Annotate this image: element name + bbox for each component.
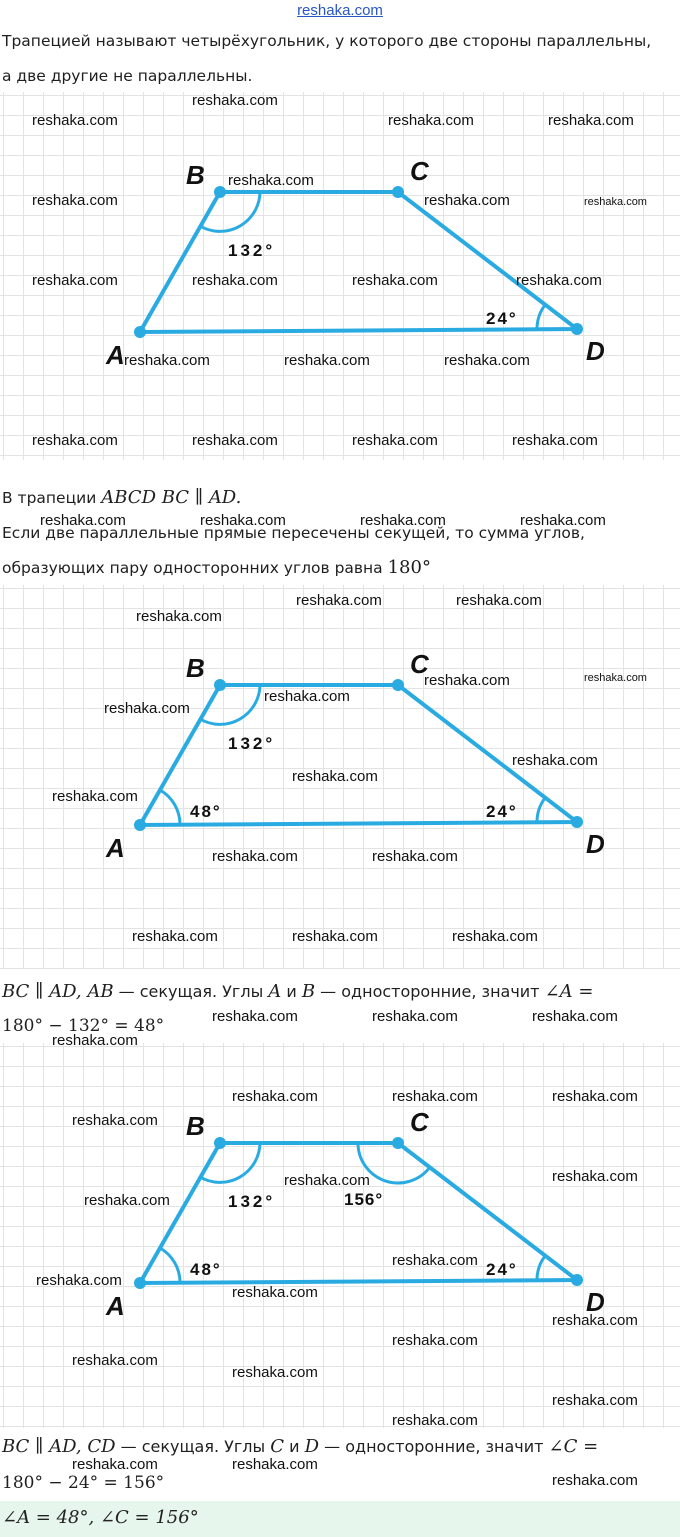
watermark: reshaka.com [512, 752, 598, 769]
step2-segments: BC ∥ AD, CD [2, 1436, 116, 1457]
vertex-dot-d [571, 323, 583, 335]
given-math: ABCD BC ∥ AD. [101, 487, 242, 508]
vertex-label-b: B [186, 160, 205, 190]
watermark: reshaka.com [360, 512, 446, 529]
watermark: reshaka.com [372, 848, 458, 865]
watermark: reshaka.com [292, 928, 378, 945]
watermark: reshaka.com [392, 1252, 478, 1269]
watermark: reshaka.com [424, 192, 510, 209]
vertex-label-c: C [410, 649, 429, 679]
watermark: reshaka.com [264, 688, 350, 705]
vertex-dot-d [571, 816, 583, 828]
watermark: reshaka.com [232, 1088, 318, 1105]
vertex-label-b: B [186, 1111, 205, 1141]
step1-and: и [281, 982, 302, 1001]
vertex-label-a: A [106, 340, 125, 370]
answer-box [0, 1501, 680, 1537]
vertex-dot-b [214, 186, 226, 198]
watermark: reshaka.com [32, 192, 118, 209]
watermark: reshaka.com [284, 1172, 370, 1189]
watermark: reshaka.com [32, 272, 118, 289]
step1-angle: ∠A = [544, 981, 594, 1002]
watermark: reshaka.com [392, 1088, 478, 1105]
watermark: reshaka.com [388, 112, 474, 129]
angle-label-b: 132° [228, 1192, 276, 1211]
step1-angle-a: A [268, 981, 282, 1002]
vertex-label-c: C [410, 156, 429, 186]
watermark: reshaka.com [352, 432, 438, 449]
watermark: reshaka.com [192, 92, 278, 109]
watermark: reshaka.com [52, 1032, 138, 1049]
step1-line-1 [2, 981, 593, 1003]
watermark: reshaka.com [352, 272, 438, 289]
vertex-dot-a [134, 326, 146, 338]
watermark: reshaka.com [32, 112, 118, 129]
watermark: reshaka.com [136, 608, 222, 625]
step2-angle: ∠C = [548, 1436, 599, 1457]
vertex-label-b: B [186, 653, 205, 683]
watermark: reshaka.com [292, 768, 378, 785]
vertex-dot-c [392, 186, 404, 198]
given-line [2, 487, 241, 509]
watermark: reshaka.com [284, 352, 370, 369]
watermark: reshaka.com [392, 1412, 478, 1429]
watermark: reshaka.com [548, 112, 634, 129]
watermark: reshaka.com [52, 788, 138, 805]
vertex-label-a: A [106, 1291, 125, 1321]
watermark: reshaka.com [372, 1008, 458, 1025]
watermark: reshaka.com [212, 848, 298, 865]
step1-conclusion: — односторонние, значит [315, 982, 545, 1001]
watermark: reshaka.com [512, 432, 598, 449]
rule-value: 180° [387, 557, 431, 578]
watermark: reshaka.com [520, 512, 606, 529]
angle-label-c: 156° [344, 1190, 384, 1209]
watermark: reshaka.com [232, 1364, 318, 1381]
watermark: reshaka.com [444, 352, 530, 369]
angle-label-b: 132° [228, 734, 276, 753]
watermark: reshaka.com [392, 1332, 478, 1349]
watermark: reshaka.com [552, 1472, 638, 1489]
watermark: reshaka.com [552, 1168, 638, 1185]
watermark: reshaka.com [552, 1392, 638, 1409]
vertex-label-d: D [586, 829, 605, 859]
vertex-dot-a [134, 1277, 146, 1289]
vertex-label-a: A [106, 833, 125, 863]
angle-label-d: 24° [486, 1260, 518, 1279]
step1-segments: BC ∥ AD, AB [2, 981, 114, 1002]
angle-arc-a [160, 1248, 180, 1283]
rule-line-2-text: образующих пару односторонних углов равна [2, 559, 388, 577]
site-link[interactable]: reshaka.com [297, 2, 383, 19]
angle-label-d: 24° [486, 309, 518, 328]
definition-line-1: Трапецией называют четырёхугольник, у которого две стороны параллельны, [2, 32, 652, 50]
step2-and: и [284, 1437, 305, 1456]
step1-text: — секущая. Углы [113, 982, 269, 1001]
step2-text: — секущая. Углы [115, 1437, 271, 1456]
vertex-dot-d [571, 1274, 583, 1286]
vertex-label-d: D [586, 336, 605, 366]
watermark: reshaka.com [424, 672, 510, 689]
watermark: reshaka.com [212, 1008, 298, 1025]
step2-angle-d: D [304, 1436, 320, 1457]
watermark: reshaka.com [72, 1112, 158, 1129]
vertex-dot-a [134, 819, 146, 831]
step2-angle-c: C [270, 1436, 285, 1457]
watermark: reshaka.com [452, 928, 538, 945]
watermark: reshaka.com [104, 700, 190, 717]
watermark: reshaka.com [40, 512, 126, 529]
watermark: reshaka.com [124, 352, 210, 369]
given-prefix: В трапеции [2, 489, 102, 507]
step1-line-2: 180° − 132° = 48° [2, 1016, 165, 1036]
watermark: reshaka.com [84, 1192, 170, 1209]
watermark: reshaka.com [72, 1352, 158, 1369]
angle-label-b: 132° [228, 241, 276, 260]
watermark: reshaka.com [232, 1284, 318, 1301]
vertex-dot-b [214, 1137, 226, 1149]
step2-line-2: 180° − 24° = 156° [2, 1473, 165, 1493]
angle-label-a: 48° [190, 1260, 222, 1279]
watermark: reshaka.com [552, 1312, 638, 1329]
angle-arc-a [160, 790, 180, 825]
watermark: reshaka.com [72, 1456, 158, 1473]
angle-label-d: 24° [486, 802, 518, 821]
watermark: reshaka.com [36, 1272, 122, 1289]
definition-line-2: а две другие не параллельны. [2, 67, 253, 85]
angle-label-a: 48° [190, 802, 222, 821]
watermark: reshaka.com [200, 512, 286, 529]
step1-angle-b: B [301, 981, 316, 1002]
rule-line-2 [2, 557, 431, 579]
watermark: reshaka.com [192, 432, 278, 449]
step2-conclusion: — односторонние, значит [319, 1437, 549, 1456]
watermark: reshaka.com [456, 592, 542, 609]
vertex-dot-b [214, 679, 226, 691]
watermark: reshaka.com [32, 432, 118, 449]
step2-line-1 [2, 1436, 598, 1458]
vertex-dot-c [392, 1137, 404, 1149]
answer-text: ∠A = 48°, ∠C = 156° [2, 1507, 199, 1528]
watermark: reshaka.com [192, 272, 278, 289]
angle-arc-d [537, 305, 545, 328]
angle-arc-d [537, 1256, 545, 1279]
watermark: reshaka.com [552, 1088, 638, 1105]
watermark: reshaka.com [584, 672, 647, 684]
watermark: reshaka.com [296, 592, 382, 609]
angle-arc-d [537, 798, 545, 821]
watermark: reshaka.com [132, 928, 218, 945]
vertex-dot-c [392, 679, 404, 691]
watermark: reshaka.com [228, 172, 314, 189]
watermark: reshaka.com [532, 1008, 618, 1025]
watermark: reshaka.com [232, 1456, 318, 1473]
vertex-label-d: D [586, 1287, 605, 1317]
vertex-label-c: C [410, 1107, 429, 1137]
rule-line-1: Если две параллельные прямые пересечены секущей, то сумма углов, [2, 524, 585, 542]
watermark: reshaka.com [584, 196, 647, 208]
watermark: reshaka.com [516, 272, 602, 289]
